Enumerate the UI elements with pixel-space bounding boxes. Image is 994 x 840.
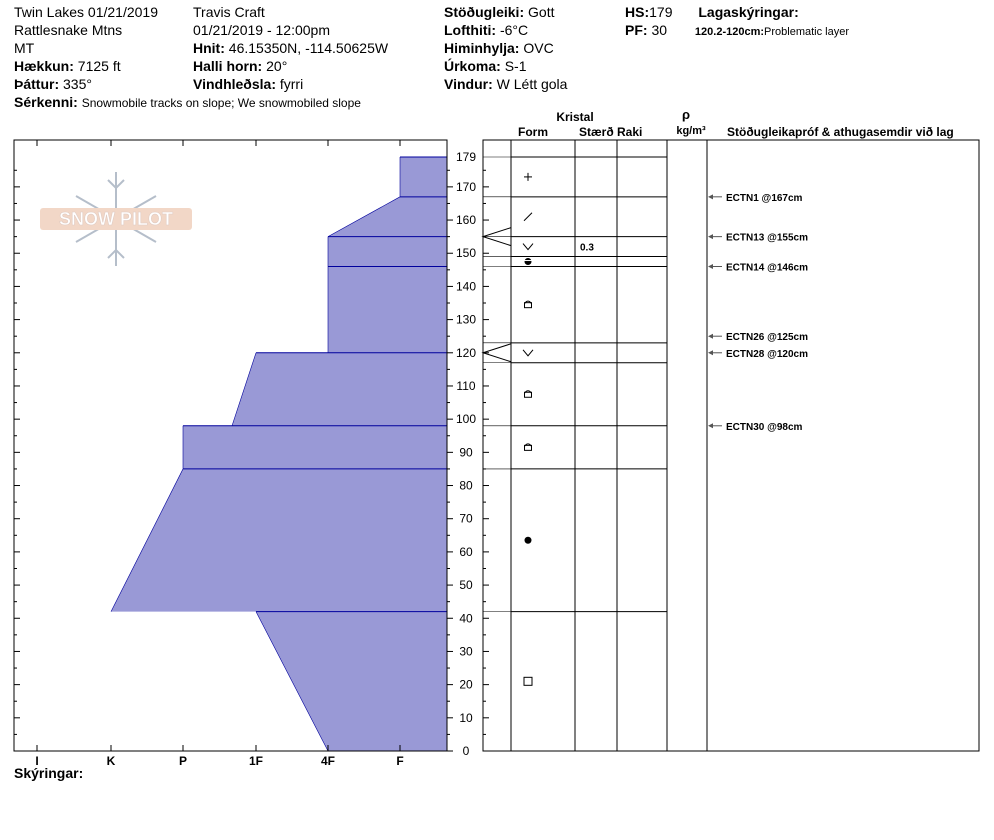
test-arrowhead-1 (708, 234, 713, 239)
test-arrowhead-2 (708, 264, 713, 269)
site-title: Twin Lakes 01/21/2019 (14, 4, 158, 20)
layer-size-2: 0.3 (580, 242, 594, 254)
hardness-layer-6 (111, 469, 447, 612)
y-tick-label-170: 170 (455, 179, 477, 194)
header-size: Stærð (579, 125, 614, 139)
precipitation: Úrkoma: S-1 (444, 58, 527, 74)
layer-note-text: Problematic layer (764, 26, 850, 38)
surface-hoar-icon (523, 244, 533, 250)
hardness-layer-0 (400, 157, 447, 197)
y-tick-label-40: 40 (459, 611, 473, 626)
air-temp: Lofthiti: -6°C (444, 22, 529, 38)
test-label-5: ECTN30 @98cm (726, 421, 803, 433)
hardness-layer-4 (232, 353, 447, 426)
header-crystal: Kristal (556, 110, 594, 124)
y-tick-label-90: 90 (459, 445, 473, 460)
decomposing-fragments-icon (524, 213, 532, 221)
y-tick-label-50: 50 (459, 578, 473, 593)
header-density-unit: kg/m³ (676, 125, 706, 137)
y-tick-label-0: 0 (462, 744, 470, 758)
y-tick-label-20: 20 (459, 677, 473, 692)
faceted-rounded-icon (525, 444, 532, 451)
stability: Stöðugleiki: Gott (444, 4, 555, 20)
state: MT (14, 40, 35, 56)
y-tick-label-60: 60 (459, 544, 473, 559)
test-arrowhead-4 (708, 350, 713, 355)
test-arrowhead-0 (708, 194, 713, 199)
precipitation-particles-icon (524, 173, 532, 181)
wind: Vindur: W Létt gola (444, 76, 568, 92)
header-moisture: Raki (617, 125, 643, 139)
test-label-4: ECTN28 @120cm (726, 348, 809, 360)
y-tick-label-80: 80 (459, 478, 473, 493)
layer-notes-label: Lagaskýringar: (698, 4, 799, 20)
surface-hoar-icon (523, 350, 533, 356)
y-tick-label-110: 110 (456, 378, 476, 393)
datetime: 01/21/2019 - 12:00pm (193, 22, 330, 38)
wind-loading: Vindhleðsla: fyrri (193, 76, 304, 92)
faceted-rounded-icon (525, 301, 532, 308)
y-tick-label-179: 179 (455, 150, 477, 164)
test-arrowhead-5 (708, 423, 713, 428)
y-tick-label-30: 30 (459, 644, 473, 659)
x-tick-label-F: F (396, 754, 404, 768)
coordinates: Hnit: 46.15350N, -114.50625W (193, 40, 389, 56)
test-label-1: ECTN13 @155cm (726, 232, 809, 244)
x-tick-label-1F: 1F (248, 754, 264, 768)
hardness-layer-3 (328, 267, 447, 353)
pf-label: PF: (625, 22, 648, 38)
layer-table-frame (483, 140, 979, 751)
sky-cover: Himinhylja: OVC (444, 40, 554, 56)
aspect: Þáttur: 335° (14, 76, 92, 92)
y-tick-label-160: 160 (455, 213, 477, 228)
hardness-layer-7 (256, 612, 447, 751)
hardness-layer-1 (328, 197, 447, 237)
legend-label: Skýringar: (14, 765, 84, 781)
x-tick-label-K: K (106, 754, 116, 768)
stability-tests (708, 193, 808, 433)
hardness-profile (111, 157, 447, 751)
header-density-symbol: ρ (681, 107, 691, 122)
x-tick-label-I: I (35, 754, 39, 768)
hardness-layer-5 (183, 426, 447, 469)
hardness-layer-2 (328, 237, 447, 267)
x-tick-label-P: P (178, 754, 188, 768)
x-tick-label-4F: 4F (320, 754, 336, 768)
y-tick-label-10: 10 (459, 710, 473, 725)
test-label-0: ECTN1 @167cm (726, 192, 803, 204)
slope-angle: Halli horn: 20° (193, 58, 288, 74)
pf-value: 30 (651, 22, 668, 38)
y-tick-label-140: 140 (455, 279, 477, 294)
y-tick-label-130: 130 (455, 312, 477, 327)
hs-label: HS: (625, 4, 650, 20)
snow-pilot-logo (40, 172, 192, 266)
logo-text: SNOW PILOT (59, 209, 173, 229)
rounded-grains-icon (525, 537, 532, 544)
melt-freeze-crust-icon (524, 258, 532, 265)
observer: Travis Craft (193, 4, 265, 20)
elevation: Hækkun: 7125 ft (14, 58, 121, 74)
mountain-range: Rattlesnake Mtns (14, 22, 123, 38)
test-label-2: ECTN14 @146cm (726, 262, 809, 274)
test-arrowhead-3 (708, 334, 713, 339)
features: Sérkenni: Snowmobile tracks on slope; We snowmobiled slope (14, 94, 361, 110)
y-tick-label-70: 70 (459, 511, 473, 526)
header-tests: Stöðugleikapróf & athugasemdir við lag (727, 125, 954, 139)
hs-value: 179 (649, 4, 673, 20)
y-tick-label-100: 100 (455, 412, 477, 427)
y-tick-label-120: 120 (455, 345, 477, 360)
y-tick-label-150: 150 (455, 246, 477, 261)
faceted-crystals-icon (524, 677, 532, 685)
faceted-rounded-icon (525, 391, 532, 398)
test-label-3: ECTN26 @125cm (726, 332, 809, 344)
layer-note-depth: 120.2-120cm: (694, 26, 765, 38)
header-form: Form (518, 125, 548, 139)
